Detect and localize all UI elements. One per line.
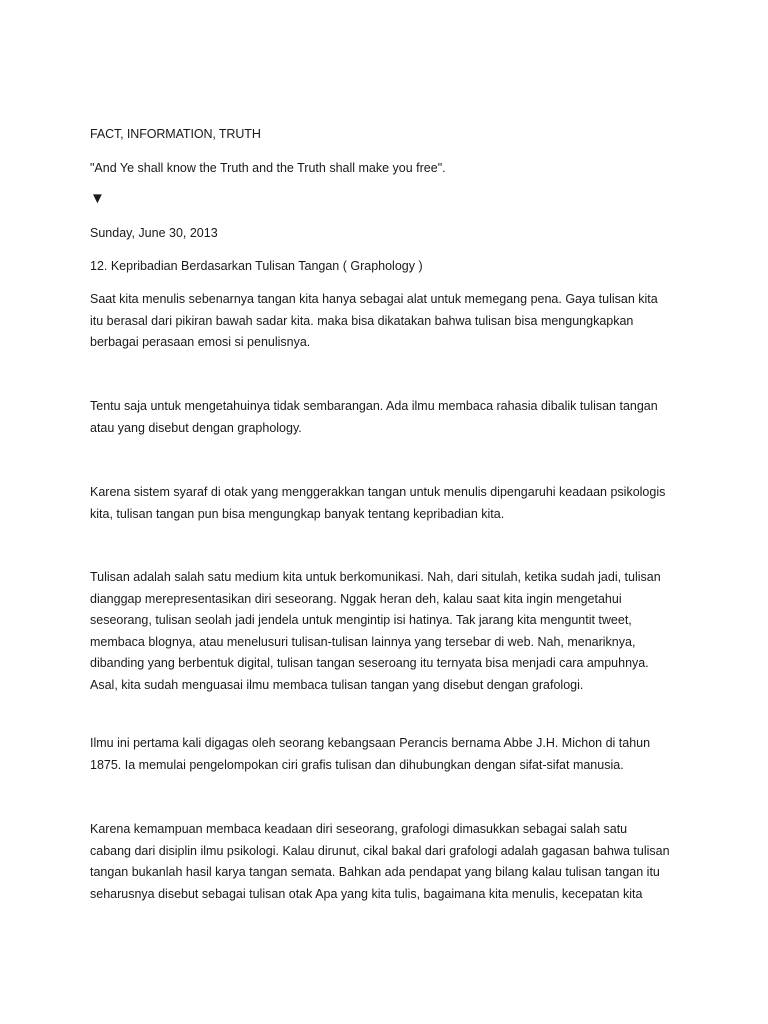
blog-description: "And Ye shall know the Truth and the Truth shall make you free".: [90, 161, 446, 175]
post-paragraph: Tentu saja untuk mengetahuinya tidak sembarangan. Ada ilmu membaca rahasia dibalik tulisan tangan atau yang disebut dengan graphology.: [90, 399, 658, 435]
post-title[interactable]: 12. Kepribadian Berdasarkan Tulisan Tangan ( Graphology ): [90, 259, 423, 273]
post-date: Sunday, June 30, 2013: [90, 226, 218, 240]
expand-toggle-icon[interactable]: ▼: [90, 190, 105, 207]
post-paragraph: Ilmu ini pertama kali digagas oleh seorang kebangsaan Perancis bernama Abbe J.H. Michon di tahun 1875. Ia memulai pengelompokan ciri grafis tulisan dan dihubungkan dengan sifat-sifat manusia.: [90, 736, 651, 772]
post-paragraph: Tulisan adalah salah satu medium kita untuk berkomunikasi. Nah, dari situlah, ketika sudah jadi, tulisan dianggap merepresentasikan diri seseorang. Nggak heran deh, kalau saat kita ingin mengetahui seseorang, tulisan seolah jadi jendela untuk mengintip isi hatinya. Tak jarang kita menguntit tweet, membaca blognya, atau menelusuri tulisan-tulisan lainnya yang tersebar di web. Nah, menariknya, dibanding yang berbentuk digital, tulisan tangan seseroang itu ternyata bisa menjadi cara ampuhnya. Asal, kita sudah menguasai ilmu membaca tulisan tangan yang disebut dengan grafologi.: [90, 570, 661, 692]
post-paragraph: Karena sistem syaraf di otak yang menggerakkan tangan untuk menulis dipengaruhi keadaan psikologis kita, tulisan tangan pun bisa mengungkap banyak tentang kepribadian kita.: [90, 485, 666, 521]
blog-title[interactable]: FACT, INFORMATION, TRUTH: [90, 127, 261, 141]
post-paragraph: Saat kita menulis sebenarnya tangan kita hanya sebagai alat untuk memegang pena. Gaya tulisan kita itu berasal dari pikiran bawah sadar kita. maka bisa dikatakan bahwa tulisan bisa mengungkapkan berbagai perasaan emosi si penulisnya.: [90, 292, 658, 349]
post-paragraph: Karena kemampuan membaca keadaan diri seseorang, grafologi dimasukkan sebagai salah satu cabang dari disiplin ilmu psikologi. Kalau dirunut, cikal bakal dari grafologi adalah gagasan bahwa tulisan tangan bukanlah hasil karya tangan semata. Bahkan ada pendapat yang bilang kalau tulisan tangan itu seharusnya disebut sebagai tulisan otak Apa yang kita tulis, bagaimana kita menulis, kecepatan kita: [90, 822, 670, 901]
